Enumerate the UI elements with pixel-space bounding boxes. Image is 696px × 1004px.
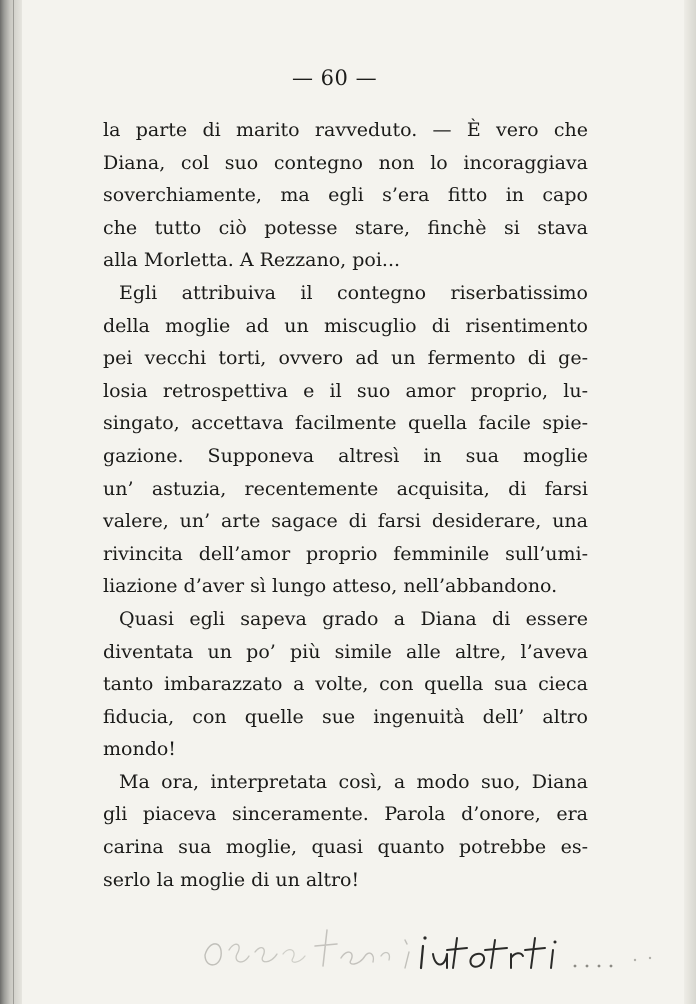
page-edge-shadow xyxy=(684,0,696,1004)
text-line: singato, accettava facilmente quella facile spie- xyxy=(103,412,588,435)
text-line: gazione. Supponeva altresì in sua moglie xyxy=(103,444,588,467)
text-line: che tutto ciò potesse stare, finchè si stava xyxy=(103,216,588,239)
text-line: diventata un po’ più simile alle altre, l’aveva xyxy=(103,640,588,663)
text-line: gli piaceva sinceramente. Parola d’onore, era xyxy=(103,803,588,826)
text-line: valere, un’ arte sagace di farsi desiderare, una xyxy=(103,510,588,533)
text-line: tanto imbarazzato a volte, con quella sua cieca xyxy=(103,673,588,696)
text-line: pei vecchi torti, ovvero ad un fermento di ge- xyxy=(103,347,588,370)
text-line: serlo la moglie di un altro! xyxy=(103,868,360,891)
spine-fold-line xyxy=(13,0,14,1004)
text-line: della moglie ad un miscuglio di risentimento xyxy=(103,314,588,337)
page-number: — 60 — xyxy=(292,66,378,90)
text-line: Diana, col suo contegno non lo incoraggiava xyxy=(103,151,588,174)
text-line: soverchiamente, ma egli s’era fitto in capo xyxy=(103,184,588,207)
text-line: un’ astuzia, recentemente acquisita, di farsi xyxy=(103,477,588,500)
text-line: liazione d’aver sì lungo atteso, nell’abbandono. xyxy=(103,575,558,598)
text-line: la parte di marito ravveduto. — È vero che xyxy=(103,119,588,141)
text-line: mondo! xyxy=(103,738,176,761)
handwritten-annotation xyxy=(195,910,675,990)
book-spine-shadow xyxy=(0,0,22,1004)
text-line: Quasi egli sapeva grado a Diana di essere xyxy=(119,607,588,630)
text-line: fiducia, con quelle sue ingenuità dell’ altro xyxy=(103,705,588,728)
body-text xyxy=(103,114,588,896)
text-line: Ma ora, interpretata così, a modo suo, Diana xyxy=(119,770,588,793)
text-line: losia retrospettiva e il suo amor proprio, lu- xyxy=(103,379,588,402)
text-line: carina sua moglie, quasi quanto potrebbe es- xyxy=(103,836,588,859)
text-line: alla Morletta. A Rezzano, poi... xyxy=(103,249,401,272)
text-line: rivincita dell’amor proprio femminile sull’umi- xyxy=(103,542,588,565)
text-line: Egli attribuiva il contegno riserbatissimo xyxy=(119,281,588,304)
